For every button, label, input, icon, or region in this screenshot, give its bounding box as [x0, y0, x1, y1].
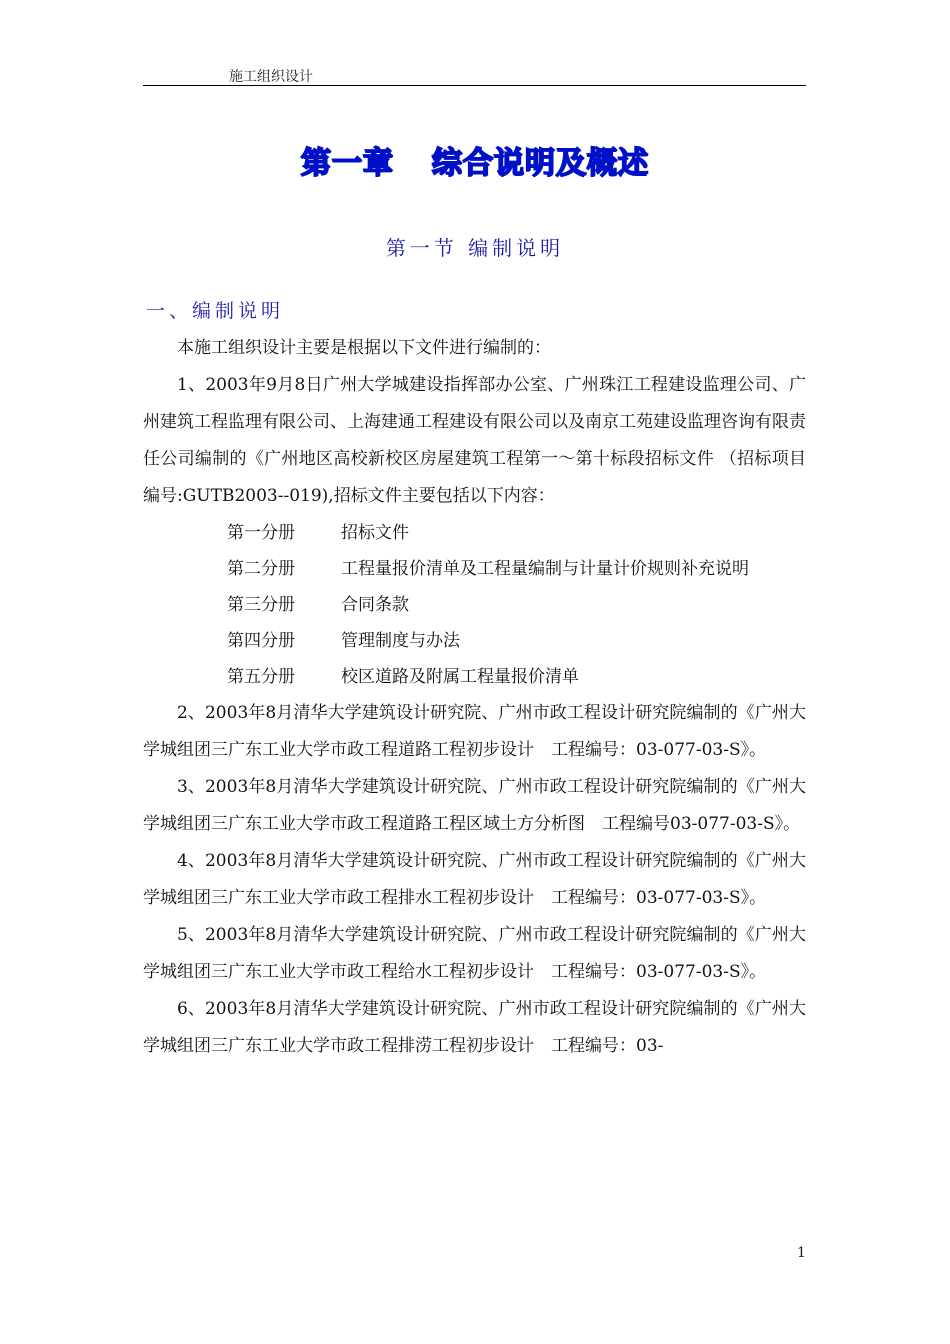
list-item: 6、2003年8月清华大学建筑设计研究院、广州市政工程设计研究院编制的《广州大学城组团三广东工业大学市政工程排涝工程初步设计 工程编号：03-: [143, 999, 806, 1056]
list-item: 4、2003年8月清华大学建筑设计研究院、广州市政工程设计研究院编制的《广州大学城组团三广东工业大学市政工程排水工程初步设计 工程编号：03-077-03-S》。: [143, 851, 806, 908]
volume-row: [143, 659, 806, 695]
chapter-title: [0, 138, 950, 182]
volume-name: 第一分册: [227, 523, 295, 543]
list-item: 5、2003年8月清华大学建筑设计研究院、广州市政工程设计研究院编制的《广州大学城组团三广东工业大学市政工程给水工程初步设计 工程编号：03-077-03-S》。: [143, 925, 806, 982]
list-item: 1、2003年9月8日广州大学城建设指挥部办公室、广州珠江工程建设监理公司、广州建筑工程监理有限公司、上海建通工程建设有限公司以及南京工苑建设监理咨询有限责任公司编制的《广州地区高校新校区房屋建筑工程第一～第十标段招标文件 （招标项目编号:GUTB2003--019),招标文件主要包括以下内容：: [143, 375, 806, 506]
volume-row: [143, 587, 806, 623]
volume-desc: 管理制度与办法: [341, 631, 460, 651]
volume-name: 第二分册: [227, 559, 295, 579]
chapter-number: 第一章: [301, 146, 394, 181]
document-body: [143, 330, 806, 1065]
list-item: 2、2003年8月清华大学建筑设计研究院、广州市政工程设计研究院编制的《广州大学城组团三广东工业大学市政工程道路工程初步设计 工程编号：03-077-03-S》。: [143, 703, 806, 760]
volume-desc: 招标文件: [341, 523, 409, 543]
volume-row: [143, 623, 806, 659]
chapter-name: 综合说明及概述: [432, 146, 649, 181]
volume-desc: 合同条款: [341, 595, 409, 615]
header-divider: [143, 85, 806, 86]
subsection-title: 一、编制说明: [146, 300, 285, 322]
volume-desc: 工程量报价清单及工程量编制与计量计价规则补充说明: [341, 559, 749, 579]
list-item: 3、2003年8月清华大学建筑设计研究院、广州市政工程设计研究院编制的《广州大学城组团三广东工业大学市政工程道路工程区域土方分析图 工程编号03-077-03-S》。: [143, 777, 806, 834]
volume-name: 第五分册: [227, 667, 295, 687]
volume-name: 第三分册: [227, 595, 295, 615]
volume-row: [143, 515, 806, 551]
volume-row: [143, 551, 806, 587]
intro-paragraph: 本施工组织设计主要是根据以下文件进行编制的：: [177, 338, 551, 358]
volume-name: 第四分册: [227, 631, 295, 651]
volume-list: [143, 515, 806, 695]
section-title: 第一节 编制说明: [385, 236, 565, 260]
page-number: 1: [797, 1245, 806, 1261]
running-header: 施工组织设计: [229, 69, 313, 85]
volume-desc: 校区道路及附属工程量报价清单: [341, 667, 579, 687]
